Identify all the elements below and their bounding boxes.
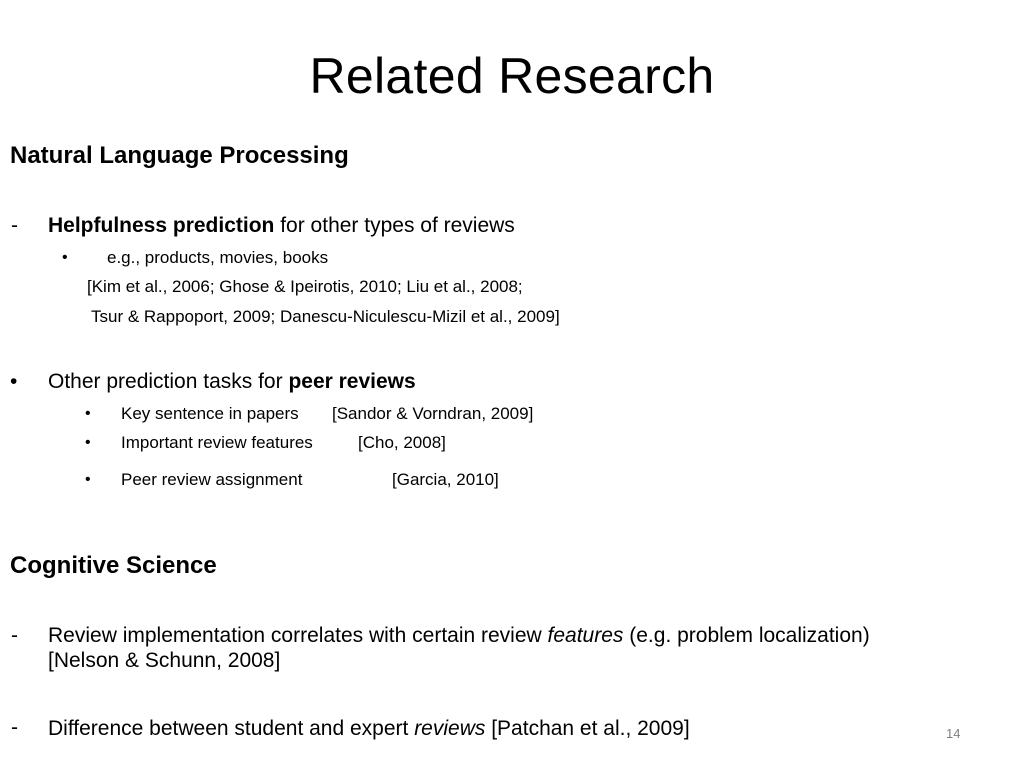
section-heading-nlp: Natural Language Processing — [10, 142, 349, 169]
sub-bullet-review-assignment: Peer review assignment — [121, 470, 303, 489]
bullet-review-implementation — [48, 623, 870, 649]
citation: [Cho, 2008] — [358, 433, 446, 452]
bullet-marker: • — [85, 434, 91, 451]
bullet-marker: • — [85, 405, 91, 422]
bullet-helpfulness-prediction — [48, 213, 515, 239]
page-number: 14 — [946, 726, 961, 741]
bullet-text: (e.g. problem localization) — [623, 624, 870, 647]
bullet-marker: • — [10, 370, 18, 393]
bullet-student-expert-difference — [48, 716, 690, 742]
sub-bullet-key-sentence: Key sentence in papers — [121, 404, 299, 423]
italic-text: reviews — [414, 717, 486, 740]
citation: [Sandor & Vorndran, 2009] — [332, 404, 534, 423]
bullet-text: for other types of reviews — [274, 214, 515, 237]
citation-line: [Kim et al., 2006; Ghose & Ipeirotis, 2010; Liu et al., 2008; — [87, 277, 523, 296]
citation-line: Tsur & Rappoport, 2009; Danescu-Niculescu-Mizil et al., 2009] — [91, 307, 560, 326]
bullet-text: [Patchan et al., 2009] — [485, 717, 690, 740]
dash-marker: - — [11, 214, 18, 237]
italic-text: features — [547, 624, 624, 647]
bullet-marker: • — [85, 471, 91, 488]
citation: [Garcia, 2010] — [392, 470, 499, 489]
bullet-text: Review implementation correlates with certain review — [48, 624, 548, 647]
bullet-text: Other prediction tasks for — [48, 370, 289, 393]
sub-bullet-review-features: Important review features — [121, 433, 313, 452]
bold-text: Helpfulness prediction — [48, 214, 275, 237]
sub-bullet-examples: e.g., products, movies, books — [107, 248, 329, 267]
bullet-other-prediction-tasks — [48, 369, 416, 395]
bullet-text: Difference between student and expert — [48, 717, 415, 740]
section-heading-cogsci: Cognitive Science — [10, 552, 217, 579]
dash-marker: - — [11, 624, 18, 647]
dash-marker: - — [11, 716, 18, 739]
bullet-marker: • — [62, 249, 68, 266]
bold-text: peer reviews — [288, 370, 416, 393]
slide-title: Related Research — [309, 48, 715, 104]
citation-line: [Nelson & Schunn, 2008] — [48, 649, 281, 672]
